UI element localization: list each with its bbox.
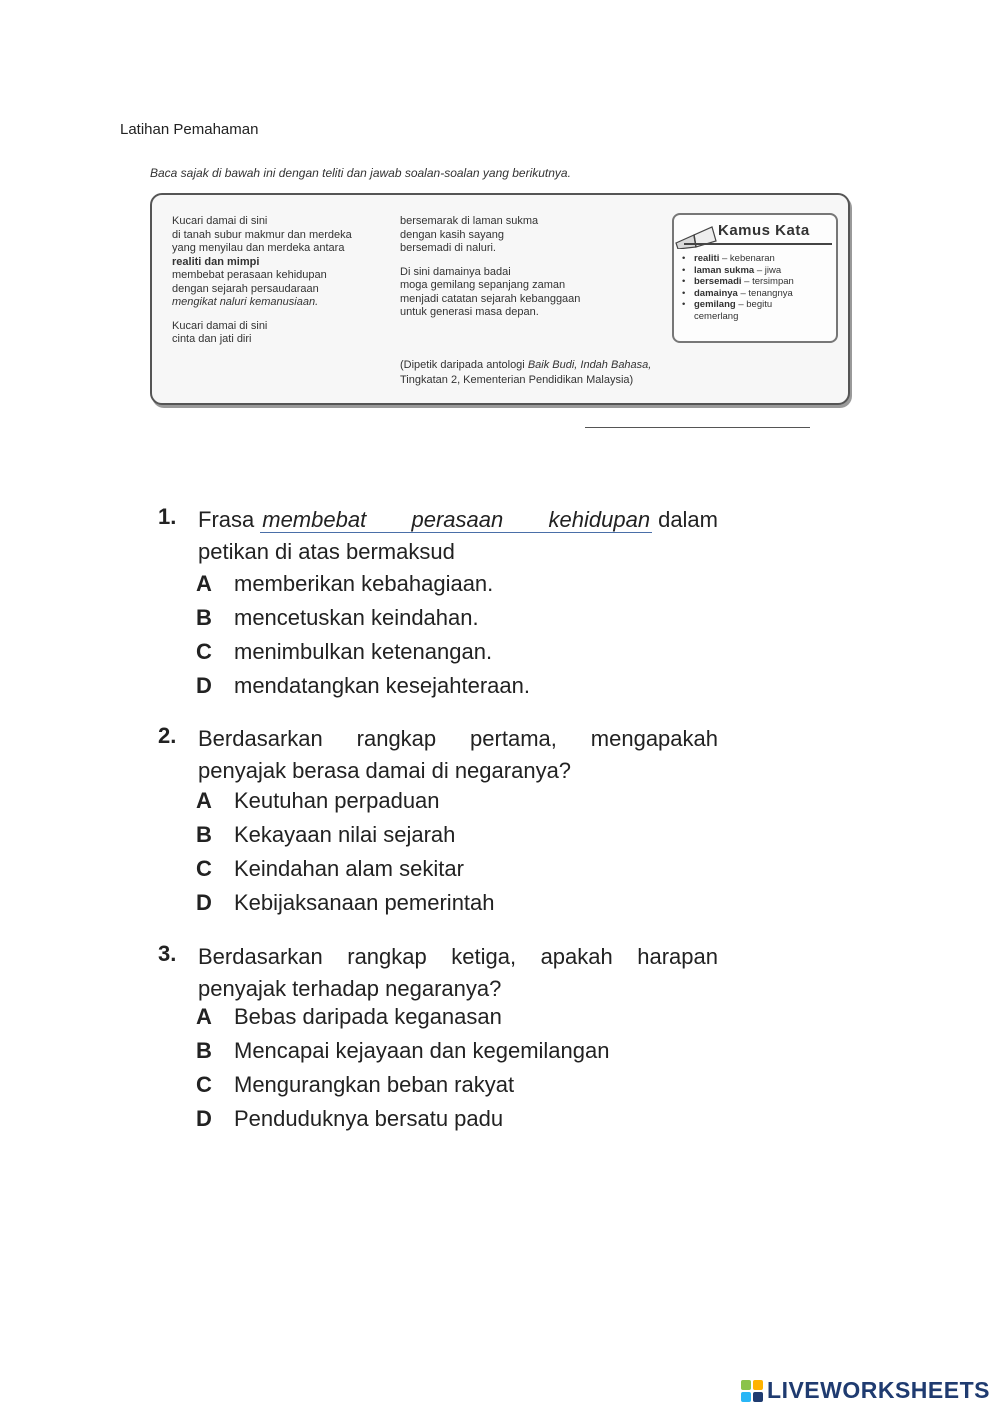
question-stem: Berdasarkan rangkap ketiga, apakah harapan penyajak terhadap negaranya?	[198, 944, 718, 1001]
option-c[interactable]: C menimbulkan ketenangan.	[196, 639, 493, 664]
poem-line: bersemarak di laman sukma	[400, 215, 539, 227]
option-c[interactable]: C Mengurangkan beban rakyat	[196, 1072, 515, 1097]
options-list	[196, 568, 530, 704]
poem-line: untuk generasi masa depan.	[400, 306, 539, 318]
poem-attribution: (Dipetik daripada antologi Baik Budi, Indah Bahasa, Tingkatan 2, Kementerian Pendidikan Malaysia)	[400, 359, 652, 386]
poem-line: Kucari damai di sini	[172, 319, 268, 332]
question-1	[158, 504, 728, 704]
kamus-title: Kamus Kata	[718, 222, 810, 239]
question-stem: Berdasarkan rangkap pertama, mengapakah penyajak berasa damai di negaranya?	[198, 726, 718, 783]
liveworksheets-logo-icon	[741, 1380, 763, 1402]
kamus-divider	[684, 243, 832, 245]
option-b[interactable]: B Mencapai kejayaan dan kegemilangan	[196, 1038, 610, 1063]
poem-line: Di sini damainya badai	[400, 265, 511, 278]
option-d[interactable]: D mendatangkan kesejahteraan.	[196, 673, 530, 698]
option-b[interactable]: B mencetuskan keindahan.	[196, 605, 479, 630]
highlighted-phrase: membebat perasaan kehidupan	[262, 507, 651, 532]
poem-line: Kucari damai di sini	[172, 215, 268, 227]
question-number: 1.	[158, 504, 177, 529]
poem-line: moga gemilang sepanjang zaman	[400, 279, 566, 291]
question-number: 2.	[158, 723, 177, 748]
poem-line: membebat perasaan kehidupan	[172, 269, 327, 281]
brand-name: LIVEWORKSHEETS	[767, 1377, 990, 1403]
kamus-entry: • realiti – kebenaran	[680, 253, 794, 265]
poem-line: cinta dan jati diri	[172, 333, 252, 345]
kamus-entry: • laman sukma – jiwa	[680, 265, 794, 277]
option-b[interactable]: B Kekayaan nilai sejarah	[196, 822, 456, 847]
poem-line: yang menyilau dan merdeka antara	[172, 242, 345, 254]
options-list	[196, 1001, 609, 1137]
kamus-entry: • damainya – tenangnya	[680, 288, 794, 300]
poem-line: bersemadi di naluri.	[400, 242, 496, 254]
option-a[interactable]: A Keutuhan perpaduan	[196, 788, 440, 813]
option-c[interactable]: C Keindahan alam sekitar	[196, 856, 464, 881]
poem-box	[150, 193, 850, 405]
poem-column-right	[400, 215, 580, 320]
question-2	[158, 723, 728, 923]
kamus-entry-continuation: cemerlang	[694, 310, 739, 322]
instruction-text: Baca sajak di bawah ini dengan teliti dan jawab soalan-soalan yang berikutnya.	[150, 166, 571, 180]
poem-line: menjadi catatan sejarah kebanggaan	[400, 292, 581, 305]
poem-column-left	[172, 215, 352, 347]
question-number: 3.	[158, 941, 177, 966]
poem-line: di tanah subur makmur dan merdeka	[172, 228, 352, 241]
poem-line: realiti dan mimpi	[172, 255, 260, 268]
kamus-list	[680, 253, 794, 322]
question-3	[158, 941, 728, 1141]
kamus-entry: • gemilang – begitu	[680, 299, 794, 311]
poem-line: mengikat naluri kemanusiaan.	[172, 296, 319, 308]
option-a[interactable]: A Bebas daripada keganasan	[196, 1004, 502, 1029]
option-d[interactable]: D Kebijaksanaan pemerintah	[196, 890, 495, 915]
page-title: Latihan Pemahaman	[120, 121, 259, 138]
poem-line: dengan kasih sayang	[400, 228, 504, 241]
open-book-icon	[672, 223, 720, 249]
kamus-entry: • bersemadi – tersimpan	[680, 276, 794, 288]
kamus-kata-box	[672, 213, 838, 343]
options-list	[196, 785, 495, 921]
liveworksheets-brand[interactable]	[741, 1377, 990, 1404]
poem-line: dengan sejarah persaudaraan	[172, 282, 319, 295]
option-a[interactable]: A memberikan kebahagiaan.	[196, 571, 494, 596]
divider-line	[585, 427, 810, 428]
question-stem: Frasa membebat perasaan kehidupan dalam petikan di atas bermaksud	[198, 507, 718, 564]
option-d[interactable]: D Penduduknya bersatu padu	[196, 1106, 504, 1131]
